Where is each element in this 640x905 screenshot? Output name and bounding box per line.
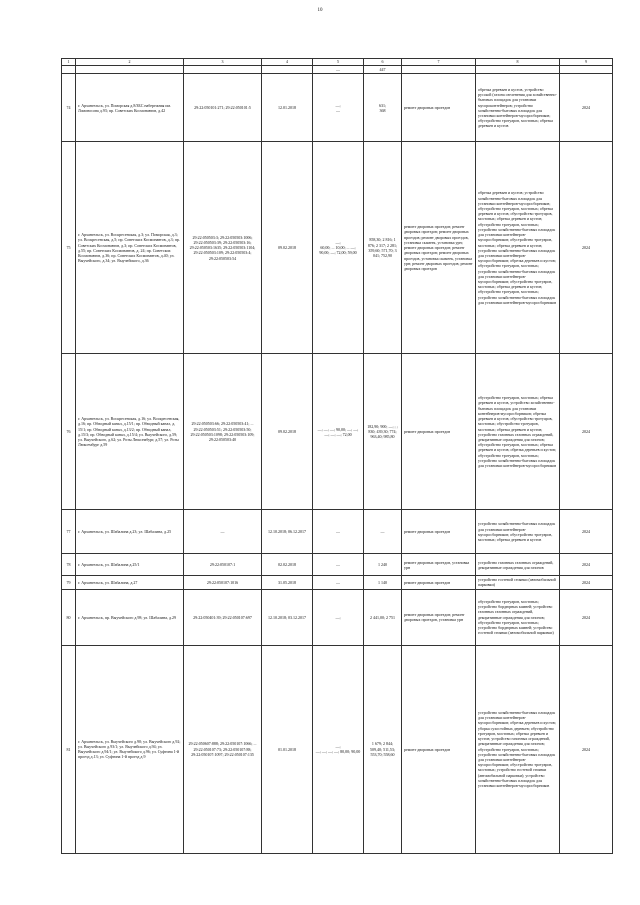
col6-value-bottom: 368 — [379, 107, 386, 113]
row-number: 79 — [62, 576, 76, 589]
work-cell: ремонт дворовых проездов; ремонт дворовых проездов, установка урн — [402, 589, 476, 645]
col5-value-bottom: — — [336, 107, 340, 113]
col6-cell: 1 679; 2 844; 509,40; 511,53; 553,70; 558,60 — [364, 645, 402, 853]
col6-value: 631; — [378, 102, 387, 108]
table-row — [62, 510, 613, 554]
measures-cell: обустройство тротуаров, мостовых; обрезка деревьев и кустов, устройство хозяйственно-бытовых площадок для установки контейнеров-мусоросборников; обрезка деревьев и кустов; обустройство тротуаров, мостовых; обустройство тротуаров, мостовых; обрезка деревьев и кустов; устройство газонных газонных ограждений, декоративные ограждения для газонов; обустройство тротуаров, мостовых; обрезка деревьев и кустов; обрезка деревьев и кустов; обустройство тротуаров, мостовых; устройство хозяйственно-бытовых площадок для установки контейнеров-мусоросборников — [476, 354, 560, 510]
col6-cell: — — [364, 510, 402, 554]
header-cell: 7 — [402, 59, 476, 66]
table-row — [62, 554, 613, 576]
table-row — [62, 74, 613, 142]
col5-value: —; — [335, 239, 341, 245]
year-cell — [560, 66, 613, 74]
address-cell: г. Архангельск, ул. Воскресенская, д.3; ул. Поморская, д.3; ул. Воскресенская, д.5; пр. Советских Космонавтов, д.3; пр. Советских Космонавтов, д.3; пр. Советских Космонавтов, д.55; пр. Советских Космонавтов, д. 24; пр. Советских Космонавтов, д.36; пр. Советских Космонавтов, д.40; ул. Выучейского, д.34; ул. Выучейского, д.36 — [76, 142, 184, 354]
row-number: 74 — [62, 74, 76, 142]
table-row — [62, 66, 613, 74]
measures-cell: устройство хозяйственно-бытовых площадок для установки контейнеров-мусоросборников; обрезка деревьев и кустов; уборка сухостойных деревьев; обустройство тротуаров, мостовых; обрезка деревьев и кустов; устройство газонных ограждений, декоративные ограждения для газонов; обустройство тротуаров, мостовых; устройство хозяйственно-бытовых площадок для установки контейнеров-мусоросборников; обустройство тротуаров, мостовых; устройство гостевой стоянки (автомобильной парковки); устройство хозяйственно-бытовых площадок для установки контейнеров-мусоросборников — [476, 645, 560, 853]
work-cell: ремонт дворовых проездов — [402, 645, 476, 853]
measures-cell: устройство гостевой стоянки (автомобильной парковки) — [476, 576, 560, 589]
col5-cell: — — [313, 576, 364, 589]
col5-cell: — — [313, 510, 364, 554]
measures-cell: обустройство тротуаров, мостовых; устройство бордюрных камней; устройство газонных газонных ограждений, декоративные ограждения для газонов; обустройство тротуаров, мостовых; устройство бордюрных камней; устройство гостевой стоянки (автомобильной парковки) — [476, 589, 560, 645]
date-cell: 09.02.2018 — [262, 142, 313, 354]
date-cell: 12.10.2018; 03.12.2017 — [262, 589, 313, 645]
table-row — [62, 354, 613, 510]
date-cell: 12.01.2018 — [262, 74, 313, 142]
col5-cell: —; —; —; 90,00; —; —; —; —; —; 72,00 — [313, 354, 364, 510]
date-cell: 01.01.2018 — [262, 645, 313, 853]
cadastral-cell: 29:22:050503:66; 29:22:050503:41; ... 29:22:050503:51; 29:22:050503:50; 29:22:050503:1098; 29:22:050503:109; 29:22:050503:40 — [184, 354, 262, 510]
header-cell: 1 — [62, 59, 76, 66]
measures-cell: обрезка деревьев и кустов; устройство хозяйственно-бытовых площадок для установки контейнеров-мусоросборников; обустройство тротуаров, мостовых; обрезка деревьев и кустов; обустройство тротуаров, мостовых; обрезка деревьев и кустов; обустройство тротуаров, мостовых; устройство хозяйственно-бытовых площадок для установки контейнеров-мусоросборников; обустройство тротуаров, мостовых; обрезка деревьев и кустов; устройство хозяйственно-бытовых площадок для установки контейнеров-мусоросборников; обрезка деревьев и кустов; обустройство тротуаров, мостовых; устройство хозяйственно-бытовых площадок для установки контейнеров-мусоросборников; обустройство тротуаров, мостовых; обрезка деревьев и кустов; обустройство тротуаров, мостовых; устройство хозяйственно-бытовых площадок для установки контейнеров-мусоросборников — [476, 142, 560, 354]
cadastral-cell: 29:22:050401:39; 29:22:050107:697 — [184, 589, 262, 645]
work-cell: ремонт дворовых проездов — [402, 354, 476, 510]
address-cell: г. Архангельск, пр. Выучейского д.98; ул. Шабалина, д.29 — [76, 589, 184, 645]
col5-cell: —; — [313, 589, 364, 645]
header-cell: 5 — [313, 59, 364, 66]
header-cell: 2 — [76, 59, 184, 66]
page-number: 10 — [317, 8, 323, 13]
row-number: 80 — [62, 589, 76, 645]
work-cell: ремонт дворовых проездов — [402, 510, 476, 554]
cadastral-cell: 29:22:050107:1 — [184, 554, 262, 576]
table-row — [62, 589, 613, 645]
col5-value-bottom: —; —; —; —; 80,00; 90,00 — [315, 749, 361, 755]
row-number: 78 — [62, 554, 76, 576]
cadastral-cell: 29:22:050607:888; 29:22:050107:1066; ... 29:22:050107:73; 29:22:050107:88; 29:22:050107:1097; 29:22:050107:135 — [184, 645, 262, 853]
header-cell: 3 — [184, 59, 262, 66]
row-number: 76 — [62, 354, 76, 510]
col5-value: —; — [335, 102, 341, 108]
table-row — [62, 645, 613, 853]
table-row — [62, 142, 613, 354]
address-cell: г. Архангельск, ул. Выучейского д.90; ул. Выучейского д.92; ул. Выучейского д.93/1; ул. Выучейского д.94; ул. Выучейского д.94/1; ул. Выучейского д.96; ул. Суфтина 1-й проезд д.13; ул. Суфтина 1-й проезд д.9 — [76, 645, 184, 853]
header-cell: 9 — [560, 59, 613, 66]
year-cell: 2024 — [560, 645, 613, 853]
row-number: 81 — [62, 645, 76, 853]
col5-value-bottom: 60,00; ... 10,00; ... —; 90,00; —; 72,00; 59,00 — [319, 245, 357, 256]
col6-cell: 182,90; 900; —; ; ; 830; 439,30; 774; 963,40; 985,80 — [364, 354, 402, 510]
col5-value: —; — [335, 743, 341, 749]
cadastral-cell: 29:22:050101:271; 29:22:050101:5 — [184, 74, 262, 142]
col6-cell: 447 — [364, 66, 402, 74]
col5-cell — [313, 142, 364, 354]
address-cell: г. Архангельск, ул. Шабалина д.25/1 — [76, 554, 184, 576]
measures-cell: обрезка деревьев и кустов, устройство русской (газона озеленения для хозяйственно-бытовых площадок для установки мусороконтейнеров; устройство хозяйственно-бытовых площадок для установки контейнеров-мусоросборников; обустройство тротуаров, мостовых; обрезка деревьев и кустов — [476, 74, 560, 142]
col6-cell — [364, 74, 402, 142]
header-row — [62, 59, 613, 66]
col6-cell: 1 240 — [364, 554, 402, 576]
col6-cell: 2 441,00; 2 751 — [364, 589, 402, 645]
col5-cell — [313, 645, 364, 853]
measures-cell — [476, 66, 560, 74]
work-cell: ремонт дворовых проездов, установка урн — [402, 554, 476, 576]
date-cell: 09.02.2018 — [262, 354, 313, 510]
row-number: 75 — [62, 142, 76, 354]
table-row — [62, 576, 613, 589]
date-cell: 12.10.2018; 06.12.2017 — [262, 510, 313, 554]
date-cell: 02.02.2018 — [262, 554, 313, 576]
row-number: 77 — [62, 510, 76, 554]
address-cell: г. Архангельск, ул. Шабалина д.23; ул. Шабалина, д.25 — [76, 510, 184, 554]
col5-cell — [313, 74, 364, 142]
header-cell: 4 — [262, 59, 313, 66]
row-number — [62, 66, 76, 74]
work-cell: ремонт дворовых проездов — [402, 74, 476, 142]
col6-cell: 1 140 — [364, 576, 402, 589]
measures-cell: устройство хозяйственно-бытовых площадок для установки контейнеров-мусоросборников; обустройство тротуаров, мостовых; обрезка деревьев и кустов — [476, 510, 560, 554]
cadastral-cell — [184, 66, 262, 74]
register-table — [61, 58, 613, 854]
cadastral-cell: 29:22:050503:3; 29:22:050503:1006; 29:22:050503:39; 29:22:050503:16; 29:22:050503:1635; 29:22:050503:1104; 29:22:050503:109; 29:22:050503:4; 29:22:050503:54 — [184, 142, 262, 354]
work-cell: ремонт дворовых проездов — [402, 576, 476, 589]
year-cell: 2024 — [560, 142, 613, 354]
year-cell: 2024 — [560, 576, 613, 589]
measures-cell: устройство газонных газонных ограждений, декоративные ограждения для газонов — [476, 554, 560, 576]
date-cell: 31.05.2018 — [262, 576, 313, 589]
cadastral-cell: — — [184, 510, 262, 554]
year-cell: 2024 — [560, 589, 613, 645]
address-cell: г. Архангельск, ул. Воскресенская, д.16; ул. Воскресенская, д.16; пр. Обводный канал, д.15/1; пр. Обводный канал, д. 15/1; пр. Обводный канал, д.13/2; пр. Обводный канал, д.15/3; пр. Обводный канал, д.15/4; ул. Выучейского, д.59; ул. Выучейского, д.62; ул. Розы Люксембург, д.57; ул. Розы Люксембург д.59 — [76, 354, 184, 510]
address-cell: г. Архангельск, ул. Поморская д.8/ЗБС набережная им. Ломоносова д.93; пр. Советских Космонавтов, д.42 — [76, 74, 184, 142]
year-cell: 2024 — [560, 354, 613, 510]
year-cell: 2024 — [560, 554, 613, 576]
cadastral-cell: 29:22:050107:1016 — [184, 576, 262, 589]
work-cell: ремонт дворовых проездов; ремонт дворовых проездов; ремонт дворовых проездов; ремонт дворовых проездов, установка скамеек, установка урн; ремонт дворовых проездов; ремонт дворовых проездов; ремонт дворовых проездов, установка скамеек, установка урн; ремонт дворовых проездов; ремонт дворовых проездов — [402, 142, 476, 354]
header-cell: 8 — [476, 59, 560, 66]
work-cell — [402, 66, 476, 74]
col5-cell: — — [313, 66, 364, 74]
col5-cell: — — [313, 554, 364, 576]
col6-cell: 858,30; 2 816; 1 876; 2 317; 2 281; 359,60; 571,70; 3 041; 752,90 — [364, 142, 402, 354]
year-cell: 2024 — [560, 74, 613, 142]
year-cell: 2024 — [560, 510, 613, 554]
address-cell — [76, 66, 184, 74]
header-cell: 6 — [364, 59, 402, 66]
date-cell — [262, 66, 313, 74]
address-cell: г. Архангельск, ул. Шабалина, д.27 — [76, 576, 184, 589]
